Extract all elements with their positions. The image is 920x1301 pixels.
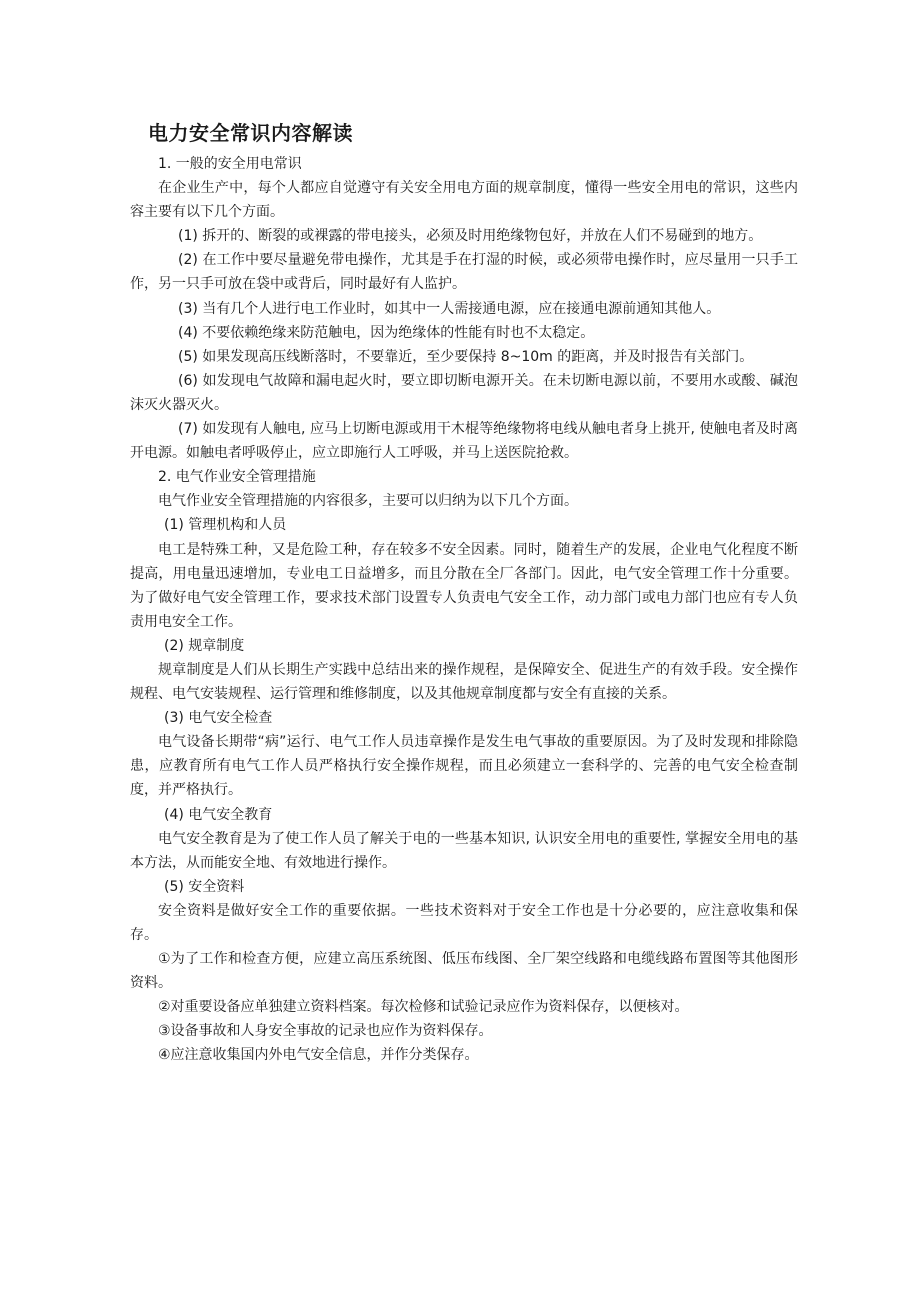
paragraph: 规章制度是人们从长期生产实践中总结出来的操作规程，是保障安全、促进生产的有效手段。安全操作规程、电气安装规程、运行管理和维修制度，以及其他规章制度都与安全有直接的关系。 — [130, 661, 798, 703]
paragraph: 电气设备长期带“病”运行、电气工作人员违章操作是发生电气事故的重要原因。为了及时发现和排除隐患，应教育所有电气工作人员严格执行安全操作规程，而且必须建立一套科学的、完善的电气安全检查制度，并严格执行。 — [130, 734, 798, 799]
paragraph: 安全资料是做好安全工作的重要依据。一些技术资料对于安全工作也是十分必要的，应注意收集和保存。 — [130, 902, 798, 943]
document-title: 电力安全常识内容解读 — [148, 121, 353, 145]
paragraph: 电工是特殊工种，又是危险工种，存在较多不安全因素。同时，随着生产的发展，企业电气化程度不断提高，用电量迅速增加，专业电工日益增多，而且分散在全厂各部门。因此，电气安全管理工作十分重要。为了做好电气安全管理工作，要求技术部门设置专人负责电气安全工作，动力部门或电力部门也应有专人负责用电安全工作。 — [130, 541, 798, 630]
subsection-heading: (1) 管理机构和人员 — [164, 517, 287, 534]
paragraph: 电气安全教育是为了使工作人员了解关于电的一些基本知识, 认识安全用电的重要性, 掌握安全用电的基本方法，从而能安全地、有效地进行操作。 — [130, 830, 798, 871]
list-item: ②对重要设备应单独建立资料档案。每次检修和试验记录应作为资料保存，以便核对。 — [158, 999, 689, 1016]
paragraph: 在企业生产中，每个人都应自觉遵守有关安全用电方面的规章制度，懂得一些安全用电的常识，这些内容主要有以下几个方面。 — [130, 180, 798, 221]
list-item: ③设备事故和人身安全事故的记录也应作为资料保存。 — [158, 1023, 493, 1040]
section-heading-1: 1. 一般的安全用电常识 — [158, 156, 302, 172]
list-item: ④应注意收集国内外电气安全信息，并作分类保存。 — [158, 1047, 479, 1064]
list-item: (7) 如发现有人触电, 应马上切断电源或用干木棍等绝缘物将电线从触电者身上挑开, 使触电者及时离开电源。如触电者呼吸停止，应立即施行人工呼吸，并马上送医院抢救。 — [130, 421, 798, 462]
subsection-heading: (4) 电气安全教育 — [164, 806, 273, 823]
list-item: (2) 在工作中要尽量避免带电操作，尤其是手在打湿的时候，或必须带电操作时，应尽量用一只手工作，另一只手可放在袋中或背后，同时最好有人监护。 — [130, 252, 798, 293]
list-item: (6) 如发现电气故障和漏电起火时，要立即切断电源开关。在未切断电源以前，不要用水或酸、碱泡沫灭火器灭火。 — [130, 372, 798, 413]
list-item: ①为了工作和检查方便，应建立高压系统图、低压布线图、全厂架空线路和电缆线路布置图等其他图形资料。 — [130, 951, 798, 992]
subsection-heading: (5) 安全资料 — [164, 878, 245, 895]
subsection-heading: (3) 电气安全检查 — [164, 710, 273, 727]
list-item: (4) 不要依赖绝缘来防范触电，因为绝缘体的性能有时也不太稳定。 — [178, 324, 595, 341]
section-heading-2: 2. 电气作业安全管理措施 — [158, 469, 316, 486]
document-body — [130, 152, 798, 1068]
list-item: (3) 当有几个人进行电工作业时，如其中一人需接通电源，应在接通电源前通知其他人。 — [178, 300, 721, 317]
paragraph: 电气作业安全管理措施的内容很多，主要可以归纳为以下几个方面。 — [158, 493, 578, 510]
list-item: (1) 拆开的、断裂的或裸露的带电接头，必须及时用绝缘物包好，并放在人们不易碰到的地方。 — [178, 228, 763, 245]
list-item: (5) 如果发现高压线断落时，不要靠近，至少要保持 8~10m 的距离，并及时报告有关部门。 — [178, 348, 754, 365]
subsection-heading: (2) 规章制度 — [164, 637, 245, 654]
